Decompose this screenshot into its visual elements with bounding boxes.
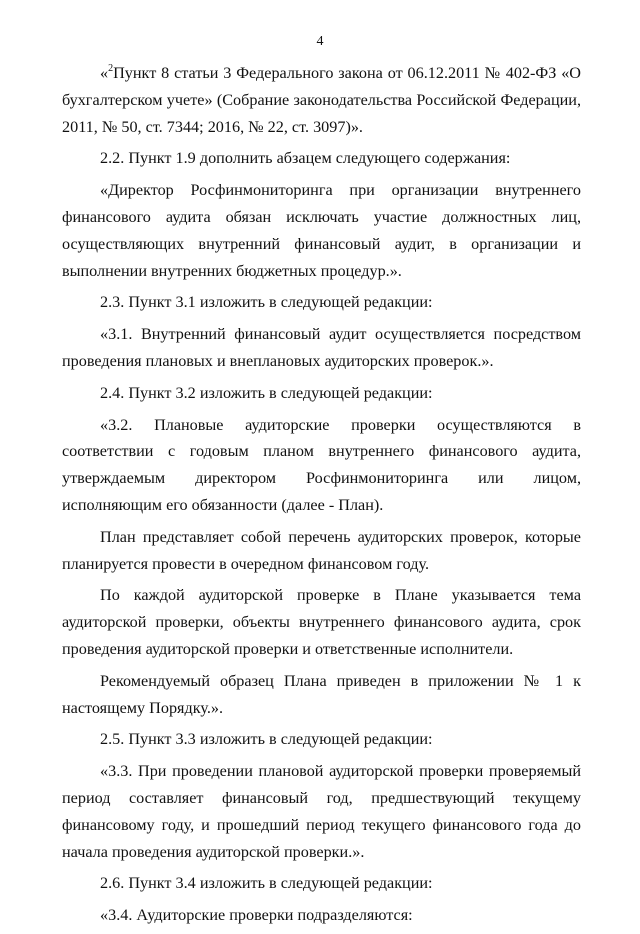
page-number: 4 [316,34,324,49]
paragraph-plan-definition: План представляет собой перечень аудиторских проверок, которые планируется провести в очередном финансовом году. [62,527,581,573]
quote-open-mark: « [100,64,109,82]
paragraph-2-2-text: «Директор Росфинмониторинга при организации внутреннего финансового аудита обязан исключать участие должностных лиц, осуществляющих внутренний финансовый аудит, в организации и выполнении внутренних бюджетных процедур.». [62,181,581,280]
paragraph-2-2-heading: 2.2. Пункт 1.9 дополнить абзацем следующего содержания: [100,149,511,168]
paragraph-plan-sample: Рекомендуемый образец Плана приведен в приложении № 1 к настоящему Порядку.». [62,671,581,717]
paragraph-2-6-heading: 2.6. Пункт 3.4 изложить в следующей редакции: [100,874,433,893]
paragraph-2-4-heading: 2.4. Пункт 3.2 изложить в следующей редакции: [100,383,433,402]
footnote-quote-paragraph [62,60,581,140]
footnote-quote-text: Пункт 8 статьи 3 Федерального закона от 06.12.2011 № 402-ФЗ «О бухгалтерском учете» (Собрание законодательства Российской Федерации, 2011, № 50, ст. 7344; 2016, № 22, ст. 3097)». [62,64,581,136]
document-body [62,60,581,934]
paragraph-2-3-heading: 2.3. Пункт 3.1 изложить в следующей редакции: [100,293,433,312]
footnote-superscript: 2 [108,63,114,74]
paragraph-3-2-text: «3.2. Плановые аудиторские проверки осуществляются в соответствии с годовым планом внутреннего финансового аудита, утверждаемым директором Росфинмониторинга или лицом, исполняющим его обязанности (далее - План). [62,415,581,514]
paragraph-3-4-text: «3.4. Аудиторские проверки подразделяются: [100,906,413,925]
paragraph-2-5-heading: 2.5. Пункт 3.3 изложить в следующей редакции: [100,730,433,749]
paragraph-3-3-text: «3.3. При проведении плановой аудиторской проверки проверяемый период составляет финансовый год, предшествующий текущему финансовому году, и прошедший период текущего финансового года до начала проведения аудиторской проверки.». [62,762,581,861]
paragraph-plan-contents: По каждой аудиторской проверке в Плане указывается тема аудиторской проверки, объекты внутреннего финансового аудита, срок проведения аудиторской проверки и ответственные исполнители. [62,586,581,658]
paragraph-3-1-text: «3.1. Внутренний финансовый аудит осуществляется посредством проведения плановых и внеплановых аудиторских проверок.». [62,325,581,370]
